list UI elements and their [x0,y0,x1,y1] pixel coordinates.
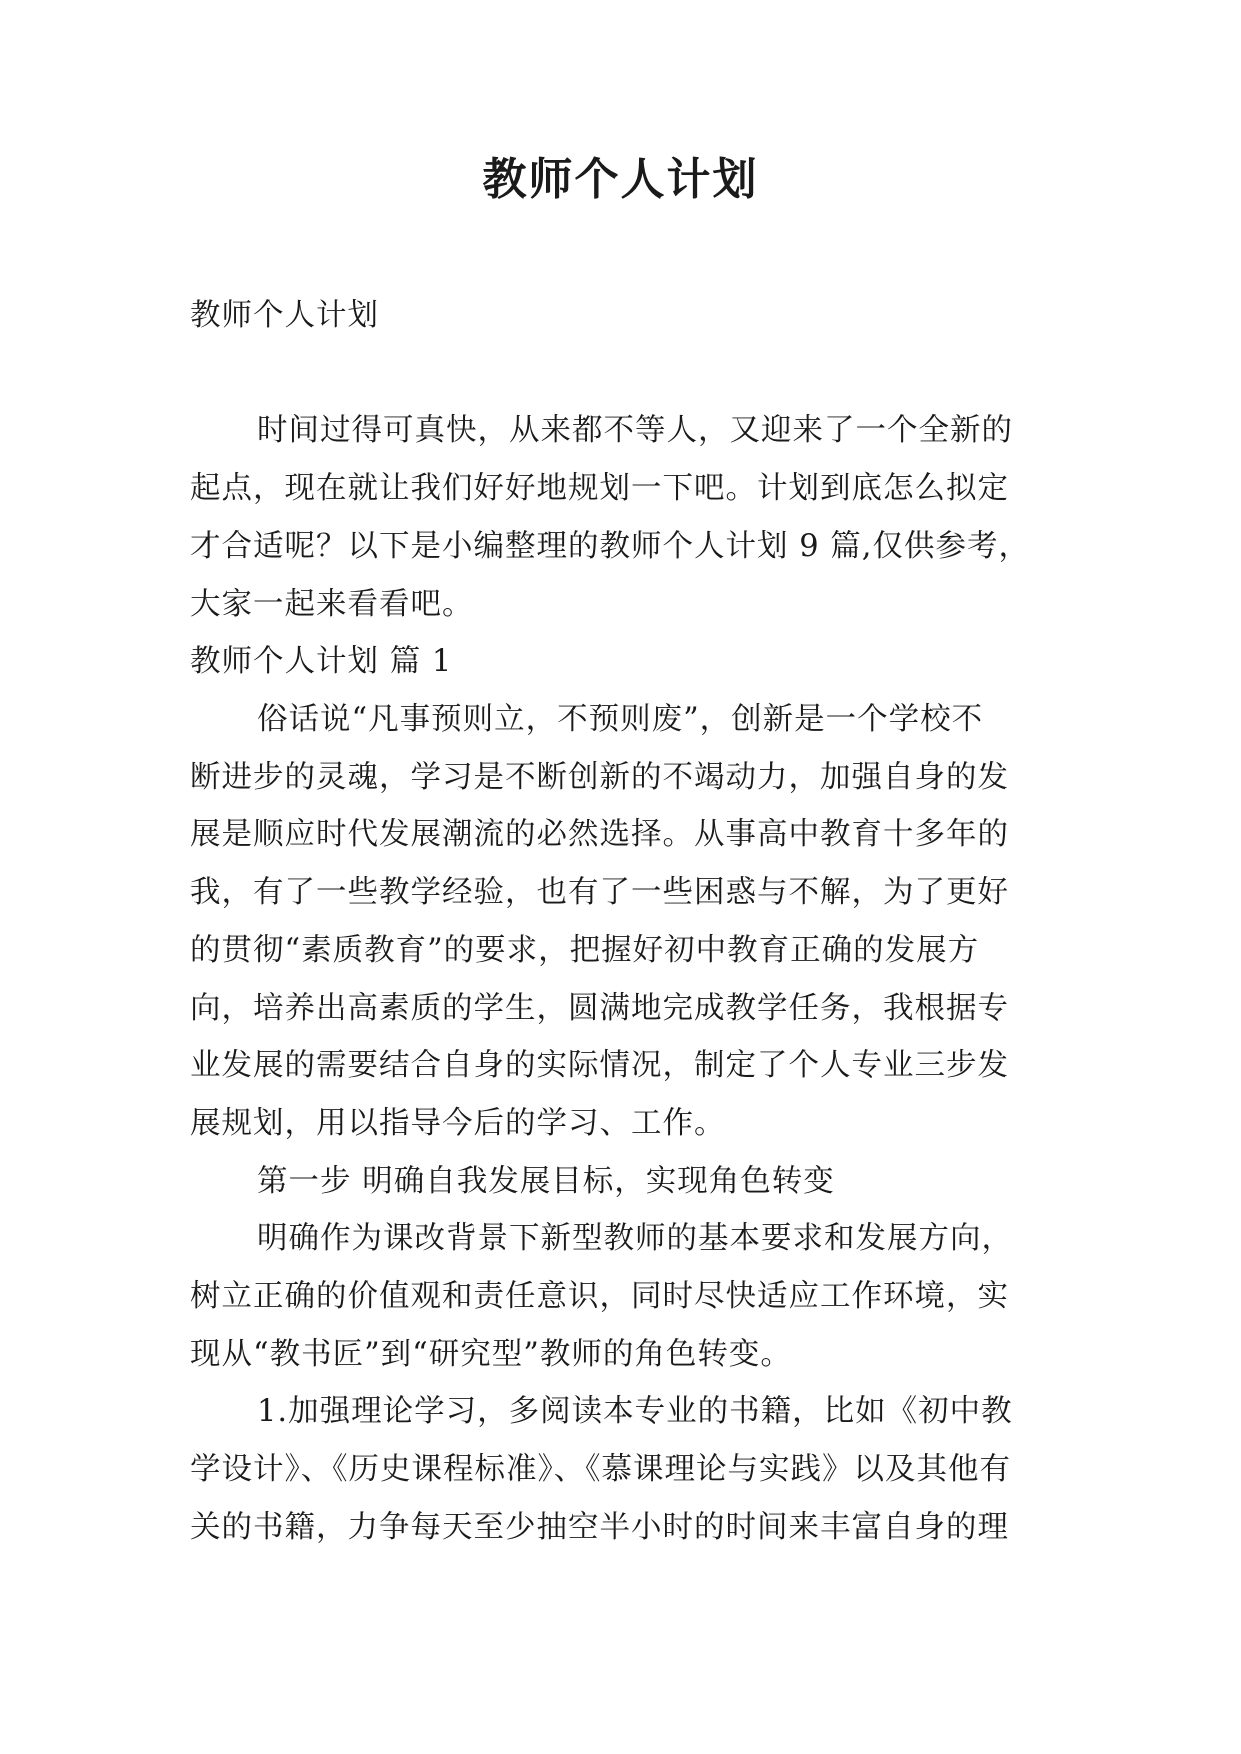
paragraph-line: 展是顺应时代发展潮流的必然选择。从事高中教育十多年的 [190,817,1009,852]
paragraph-line: 向，培养出高素质的学生，圆满地完成教学任务，我根据专 [190,991,1009,1026]
paragraph-line: 大家一起来看看吧。 [190,587,474,622]
paragraph-line: 现从“教书匠”到“研究型”教师的角色转变。 [190,1337,792,1372]
paragraph-line: 断进步的灵魂，学习是不断创新的不竭动力，加强自身的发 [190,760,1009,795]
paragraph-line: 业发展的需要结合自身的实际情况，制定了个人专业三步发 [190,1048,1009,1083]
paragraph-line: 才合适呢？以下是小编整理的教师个人计划 9 篇,仅供参考， [190,529,1030,564]
list-item-line: 学设计》、《历史课程标准》、《慕课理论与实践》以及其他有 [190,1452,1011,1487]
paragraph-line: 我，有了一些教学经验，也有了一些困惑与不解，为了更好 [190,875,1009,910]
paragraph-line: 时间过得可真快，从来都不等人，又迎来了一个全新的 [257,413,1013,448]
list-item-line: 关的书籍，力争每天至少抽空半小时的时间来丰富自身的理 [190,1510,1009,1545]
step-heading: 第一步 明确自我发展目标，实现角色转变 [257,1164,835,1199]
subtitle-line: 教师个人计划 [190,298,379,333]
paragraph-line: 展规划，用以指导今后的学习、工作。 [190,1106,726,1141]
paragraph-line: 树立正确的价值观和责任意识，同时尽快适应工作环境，实 [190,1279,1009,1314]
section-heading: 教师个人计划 篇 1 [190,644,453,679]
list-item-line: 1.加强理论学习，多阅读本专业的书籍，比如《初中教 [257,1394,1013,1429]
paragraph-line: 俗话说“凡事预则立，不预则废”，创新是一个学校不 [257,702,984,737]
paragraph-line: 起点，现在就让我们好好地规划一下吧。计划到底怎么拟定 [190,471,1009,506]
paragraph-line: 的贯彻“素质教育”的要求，把握好初中教育正确的发展方 [190,933,980,968]
document-title: 教师个人计划 [482,154,759,205]
paragraph-line: 明确作为课改背景下新型教师的基本要求和发展方向， [257,1221,1013,1256]
